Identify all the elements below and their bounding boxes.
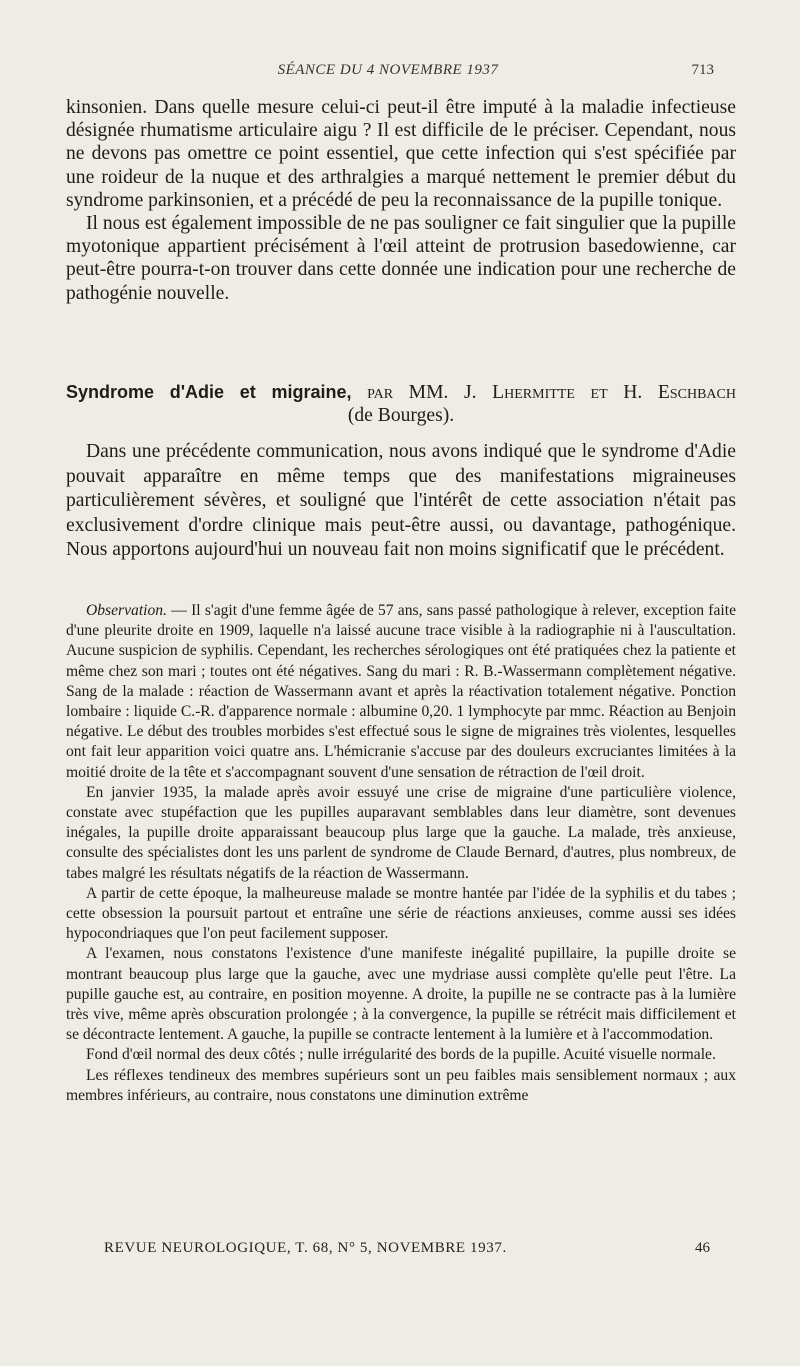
page-header (66, 62, 714, 86)
page-number: 713 (691, 62, 714, 78)
observation-paragraph-2: En janvier 1935, la malade après avoir essuyé une crise de migraine d'une particulière violence, constate avec stupéfaction que les pupilles auparavant semblables dans leur diamètre, sont devenues inégales, la pupille droite apparaissant beaucoup plus large que la gauche. La malade, très anxieuse, consulte des spécialistes dont les uns parlent de syndrome de Claude Bernard, d'autres, plus nombreux, de tabes malgré les résultats négatifs de la réaction de Wassermann. (66, 783, 736, 882)
observation-paragraph-1: — Il s'agit d'une femme âgée de 57 ans, sans passé pathologique à relever, exception faite d'une pleurite droite en 1909, laquelle n'a laissé aucune trace visible à la radiographie ni à l'auscultation. Aucune suspicion de syphilis. Cependant, les recherches sérologiques ont été pratiquées chez la patiente et même chez son mari ; toutes ont été négatives. Sang du mari : R. B.-Wassermann complètement négative. Sang de la malade : réaction de Wassermann avant et après la réactivation totalement négative. Ponction lombaire : liquide C.-R. d'apparence normale : albumine 0,20. 1 lymphocyte par mmc. Réaction au Benjoin négative. Le début des troubles morbides s'est effectué sous le signe de migraines très violentes, lesquelles ont fait leur apparition voici quatre ans. L'hémicranie s'accuse par des douleurs excruciantes limitées à la moitié droite de la tête et s'accompagnant souvent d'une sensation de rétraction de l'œil droit. (66, 602, 736, 781)
observation-label: Observation. (86, 602, 167, 619)
running-title: SÉANCE DU 4 NOVEMBRE 1937 (277, 62, 499, 78)
observation-paragraph-4: A l'examen, nous constatons l'existence d'une manifeste inégalité pupillaire, la pupille droite se montrant beaucoup plus large que la gauche, avec une mydriase aussi complète qu'elle peut l'être. La pupille gauche est, au contraire, en position moyenne. A droite, la pupille ne se contracte pas à la lumière très vive, même après obscuration prolongée ; à la convergence, la pupille se rétrécit mais difficilement et se décontracte lentement. A gauche, la pupille se contracte lentement à la lumière et à l'accommodation. (66, 945, 736, 1044)
signature-number: 46 (695, 1240, 710, 1256)
section-heading (66, 381, 736, 427)
observation-paragraph-3: A partir de cette époque, la malheureuse malade se montre hantée par l'idée de la syphilis et du tabes ; cette obsession la poursuit partout et entraîne une série de réactions anxieuses, comme aussi ses idées hypocondriaques que l'on peut facilement supposer. (66, 884, 736, 943)
section-title: Syndrome d'Adie et migraine, (66, 382, 352, 402)
page-footer (104, 1240, 710, 1262)
lead-paragraph: Dans une précédente communication, nous avons indiqué que le syndrome d'Adie pouvait apparaître en même temps que des manifestations migraineuses particulièrement sévères, et souligné que l'intérêt de cette association n'était pas exclusivement d'ordre clinique mais peut-être aussi, ou davantage, pathogénique. Nous apportons aujourd'hui un nouveau fait non moins significatif que le précédent. (66, 441, 736, 561)
section-authors: par MM. J. Lhermitte et H. Eschbach (367, 382, 736, 403)
journal-reference: REVUE NEUROLOGIQUE, T. 68, N° 5, NOVEMBRE 1937. (104, 1240, 507, 1256)
section-affiliation: (de Bourges). (347, 405, 455, 427)
observation-paragraph-6: Les réflexes tendineux des membres supérieurs sont un peu faibles mais sensiblement normaux ; aux membres inférieurs, au contraire, nous constatons une diminution extrême (66, 1066, 736, 1104)
intro-text (66, 96, 736, 305)
observation-text (66, 601, 736, 1106)
section-lead (66, 440, 736, 563)
intro-paragraph-1: kinsonien. Dans quelle mesure celui-ci peut-il être imputé à la maladie infectieuse désignée rhumatisme articulaire aigu ? Il est difficile de le préciser. Cependant, nous ne devons pas omettre ce point essentiel, que cette infection qui s'est spécifiée par une roideur de la nuque et des arthralgies a marqué nettement le premier début du syndrome parkinsonien, et a précédé de peu la reconnaissance de la pupille tonique. (66, 97, 736, 211)
observation-paragraph-5: Fond d'œil normal des deux côtés ; nulle irrégularité des bords de la pupille. Acuité visuelle normale. (86, 1046, 716, 1064)
intro-paragraph-2: Il nous est également impossible de ne pas souligner ce fait singulier que la pupille myotonique appartient précisément à l'œil atteint de protrusion basedowienne, car peut-être pourra-t-on trouver dans cette donnée une indication pour une recherche de pathogénie nouvelle. (66, 213, 736, 304)
